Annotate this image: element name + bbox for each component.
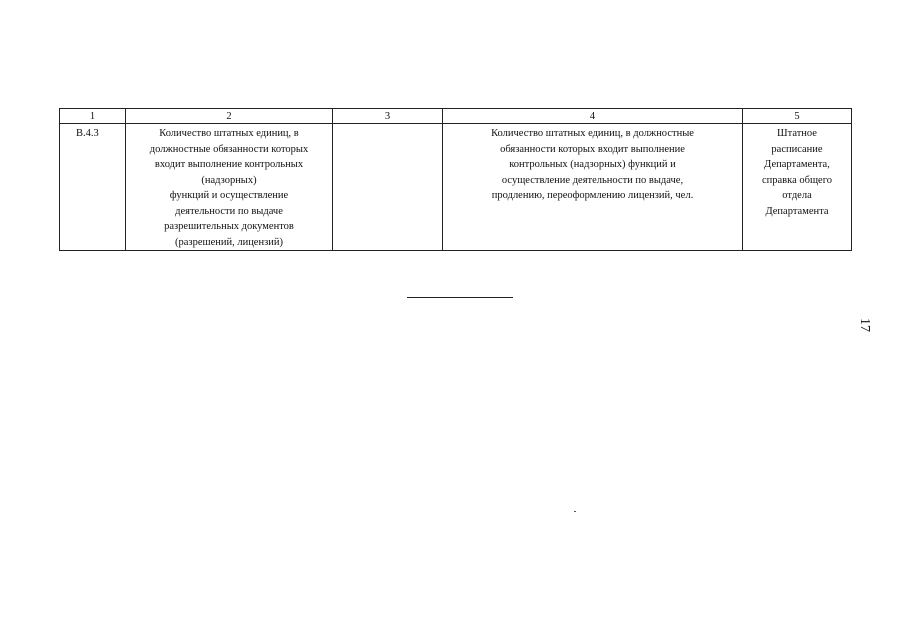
source-line: Департамента bbox=[765, 205, 829, 217]
source-line: Департамента, bbox=[764, 159, 830, 170]
column-header-4: 4 bbox=[443, 109, 743, 124]
table-row bbox=[60, 124, 852, 251]
indicator-code: В.4.3 bbox=[60, 124, 126, 251]
indicator-name-line: должностные обязанности которых bbox=[149, 143, 309, 155]
page-number: 17 bbox=[857, 318, 872, 332]
column-header-5: 5 bbox=[743, 109, 852, 124]
indicator-name-line: функций и осуществление bbox=[169, 190, 289, 201]
indicator-name-line: Количество штатных единиц, в bbox=[159, 128, 299, 139]
definition-line: контрольных (надзорных) функций и bbox=[509, 159, 676, 170]
scan-artifact bbox=[574, 511, 576, 512]
column-header-1: 1 bbox=[60, 109, 126, 124]
source-line: справка общего bbox=[761, 174, 832, 186]
definition-line: осуществление деятельности по выдаче, bbox=[501, 174, 684, 186]
indicator-name-line: входит выполнение контрольных bbox=[154, 159, 304, 170]
section-divider bbox=[407, 297, 513, 298]
table-header-row bbox=[60, 109, 852, 124]
indicator-name-line: (разрешений, лицензий) bbox=[175, 236, 283, 248]
definition-line: обязанности которых входит выполнение bbox=[500, 143, 685, 155]
source-line: расписание bbox=[771, 143, 823, 155]
source-line: отдела bbox=[782, 190, 812, 201]
empty-cell bbox=[333, 124, 443, 251]
definition-line: Количество штатных единиц, в должностные bbox=[491, 128, 694, 139]
column-header-3: 3 bbox=[333, 109, 443, 124]
indicator-name bbox=[126, 124, 333, 251]
data-source bbox=[743, 124, 852, 251]
indicator-table bbox=[59, 108, 852, 251]
indicator-name-line: (надзорных) bbox=[201, 174, 257, 186]
indicator-definition bbox=[443, 124, 743, 251]
definition-line: продлению, переоформлению лицензий, чел. bbox=[491, 190, 694, 201]
indicator-name-line: деятельности по выдаче bbox=[175, 205, 283, 217]
source-line: Штатное bbox=[777, 128, 817, 139]
column-header-2: 2 bbox=[126, 109, 333, 124]
indicator-name-line: разрешительных документов bbox=[164, 221, 294, 232]
